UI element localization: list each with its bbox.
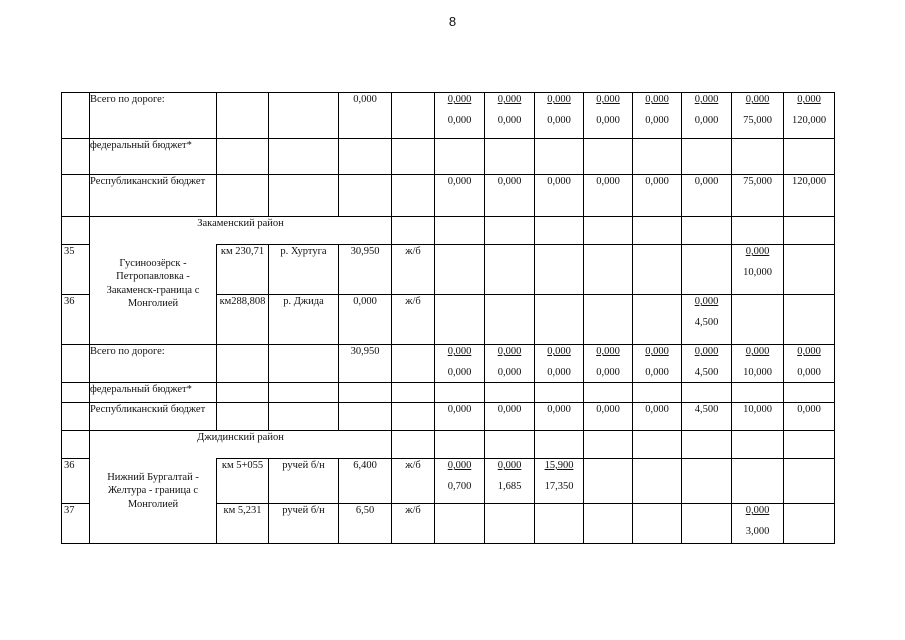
amount-cell: 0,000	[435, 175, 485, 217]
amount-cell: 0,000	[535, 403, 584, 431]
amount-cell	[584, 345, 633, 383]
table-cell	[633, 139, 682, 175]
amount-cell: 0,000	[485, 403, 535, 431]
cell-value: 0,700	[447, 480, 472, 492]
amount-cell	[682, 504, 732, 544]
table-cell	[62, 403, 90, 431]
amount-cell	[682, 245, 732, 295]
amount-cell	[435, 245, 485, 295]
length-cell: 0,000	[339, 93, 392, 139]
amount-cell: 0,000	[784, 403, 835, 431]
table-cell	[784, 383, 835, 403]
cell-value: 0,000	[596, 366, 620, 378]
amount-cell	[732, 93, 784, 139]
row-number: 36	[62, 295, 90, 345]
cell-value: 0,000	[694, 94, 719, 105]
amount-cell: 120,000	[784, 175, 835, 217]
table-cell	[62, 93, 90, 139]
table-cell	[682, 217, 732, 245]
table-cell	[435, 383, 485, 403]
table-cell	[435, 139, 485, 175]
table-cell	[535, 431, 584, 459]
cell-value: 0,000	[694, 296, 719, 307]
length-cell: 6,400	[339, 459, 392, 504]
table-cell	[485, 217, 535, 245]
cell-value: 10,000	[743, 366, 772, 378]
table-cell	[269, 383, 339, 403]
river-cell: р. Джида	[269, 295, 339, 345]
amount-cell	[682, 459, 732, 504]
table-cell	[62, 217, 90, 245]
amount-cell: 0,000	[584, 403, 633, 431]
amount-cell: 0,000	[435, 403, 485, 431]
amount-cell	[584, 504, 633, 544]
table-cell	[392, 345, 435, 383]
type-cell: ж/б	[392, 245, 435, 295]
row-label: Всего по дороге:	[90, 345, 217, 383]
table-cell	[392, 431, 435, 459]
table-cell	[392, 217, 435, 245]
river-cell: ручей б/н	[269, 504, 339, 544]
table-cell	[633, 383, 682, 403]
cell-value: 0,000	[694, 114, 719, 126]
table-cell	[732, 431, 784, 459]
amount-cell	[435, 459, 485, 504]
amount-cell	[435, 295, 485, 345]
total-row	[62, 93, 835, 139]
length-cell: 6,50	[339, 504, 392, 544]
cell-value: 120,000	[791, 114, 827, 126]
cell-value: 10,000	[743, 266, 772, 278]
table-cell	[584, 383, 633, 403]
table-cell	[485, 431, 535, 459]
table-cell	[682, 431, 732, 459]
amount-cell	[584, 93, 633, 139]
cell-value: 0,000	[447, 346, 472, 357]
km-cell: км 5+055	[217, 459, 269, 504]
cell-value: 0,000	[596, 94, 620, 105]
page-number: 8	[448, 14, 457, 29]
table-cell	[633, 217, 682, 245]
table-cell	[269, 93, 339, 139]
table-cell	[62, 383, 90, 403]
amount-cell	[535, 245, 584, 295]
table-cell	[339, 175, 392, 217]
amount-cell	[633, 245, 682, 295]
type-cell: ж/б	[392, 295, 435, 345]
table-cell	[485, 383, 535, 403]
amount-cell	[485, 345, 535, 383]
amount-cell	[784, 245, 835, 295]
amount-cell	[784, 295, 835, 345]
amount-cell: 75,000	[732, 175, 784, 217]
road-name: Гусиноозёрск - Петропавловка - Закаменск-граница с Монголией	[90, 245, 217, 345]
row-number: 35	[62, 245, 90, 295]
cell-value: 0,000	[645, 114, 669, 126]
table-cell	[217, 139, 269, 175]
amount-cell	[732, 295, 784, 345]
amount-cell	[435, 345, 485, 383]
table-cell	[62, 431, 90, 459]
table-cell	[392, 403, 435, 431]
table-cell	[784, 431, 835, 459]
table-cell	[269, 345, 339, 383]
amount-cell	[485, 245, 535, 295]
table-cell	[339, 403, 392, 431]
cell-value: 75,000	[743, 114, 772, 126]
cell-value: 0,000	[447, 460, 472, 471]
amount-cell	[682, 93, 732, 139]
total-row	[62, 345, 835, 383]
table-cell	[217, 175, 269, 217]
table-cell	[633, 431, 682, 459]
cell-value: 0,000	[797, 366, 821, 378]
cell-value: 4,500	[694, 316, 719, 328]
table-cell	[535, 383, 584, 403]
amount-cell	[633, 504, 682, 544]
cell-value: 0,000	[645, 366, 669, 378]
table-cell	[339, 139, 392, 175]
table-cell	[784, 217, 835, 245]
amount-cell	[535, 295, 584, 345]
row-number: 37	[62, 504, 90, 544]
amount-cell	[732, 504, 784, 544]
table-cell	[217, 345, 269, 383]
table-cell	[682, 139, 732, 175]
amount-cell	[535, 459, 584, 504]
table-cell	[732, 383, 784, 403]
section-row	[62, 217, 835, 245]
table-cell	[339, 383, 392, 403]
cell-value: 0,000	[797, 346, 821, 357]
road-name: Нижний Бургалтай - Желтура - граница с Монголией	[90, 459, 217, 544]
cell-value: 0,000	[645, 94, 669, 105]
row-label: Республиканский бюджет	[90, 403, 217, 431]
amount-cell	[435, 504, 485, 544]
amount-cell	[633, 459, 682, 504]
amount-cell	[682, 295, 732, 345]
cell-value: 4,500	[694, 366, 719, 378]
row-label: Всего по дороге:	[90, 93, 217, 139]
cell-value: 0,000	[745, 246, 770, 257]
amount-cell	[485, 93, 535, 139]
table-cell	[435, 431, 485, 459]
budget-row	[62, 403, 835, 431]
table-cell	[784, 139, 835, 175]
km-cell: км 230,71	[217, 245, 269, 295]
cell-value: 0,000	[547, 346, 571, 357]
amount-cell: 0,000	[633, 403, 682, 431]
table-cell	[62, 175, 90, 217]
amount-cell	[584, 295, 633, 345]
amount-cell	[633, 295, 682, 345]
cell-value: 0,000	[447, 114, 472, 126]
table-cell	[217, 93, 269, 139]
table-cell	[584, 139, 633, 175]
amount-cell	[732, 245, 784, 295]
table-cell	[392, 175, 435, 217]
cell-value: 0,000	[596, 346, 620, 357]
row-number: 36	[62, 459, 90, 504]
length-cell: 30,950	[339, 245, 392, 295]
amount-cell: 0,000	[633, 175, 682, 217]
cell-value: 0,000	[497, 460, 522, 471]
amount-cell	[435, 93, 485, 139]
table-cell	[584, 217, 633, 245]
amount-cell: 0,000	[485, 175, 535, 217]
cell-value: 0,000	[547, 94, 571, 105]
cell-value: 0,000	[745, 94, 770, 105]
amount-cell	[535, 345, 584, 383]
amount-cell: 4,500	[682, 403, 732, 431]
table-cell	[269, 175, 339, 217]
amount-cell: 10,000	[732, 403, 784, 431]
km-cell: км288,808	[217, 295, 269, 345]
table-cell	[217, 383, 269, 403]
type-cell: ж/б	[392, 504, 435, 544]
table-cell	[535, 217, 584, 245]
table-cell	[62, 139, 90, 175]
amount-cell	[784, 345, 835, 383]
cell-value: 0,000	[645, 346, 669, 357]
amount-cell	[535, 93, 584, 139]
amount-cell	[732, 459, 784, 504]
object-row	[62, 459, 835, 504]
km-cell: км 5,231	[217, 504, 269, 544]
amount-cell	[784, 504, 835, 544]
table-cell	[682, 383, 732, 403]
table-cell	[392, 93, 435, 139]
cell-value: 0,000	[447, 94, 472, 105]
amount-cell	[485, 295, 535, 345]
section-row	[62, 431, 835, 459]
cell-value: 0,000	[447, 366, 472, 378]
table-cell	[732, 139, 784, 175]
cell-value: 0,000	[547, 114, 571, 126]
cell-value: 1,685	[497, 480, 522, 492]
cell-value: 0,000	[497, 114, 522, 126]
table-cell	[392, 139, 435, 175]
cell-value: 17,350	[544, 480, 574, 492]
table-cell	[435, 217, 485, 245]
amount-cell	[535, 504, 584, 544]
table-body	[62, 93, 835, 544]
amount-cell	[784, 459, 835, 504]
table-cell	[62, 345, 90, 383]
river-cell: р. Хуртуга	[269, 245, 339, 295]
length-cell: 0,000	[339, 295, 392, 345]
amount-cell	[784, 93, 835, 139]
cell-value: 0,000	[797, 94, 821, 105]
cell-value: 0,000	[596, 114, 620, 126]
table-cell	[217, 403, 269, 431]
cell-value: 0,000	[745, 505, 770, 516]
row-label: Республиканский бюджет	[90, 175, 217, 217]
budget-table	[61, 92, 835, 544]
cell-value: 0,000	[694, 346, 719, 357]
object-row	[62, 245, 835, 295]
amount-cell	[584, 245, 633, 295]
table-cell	[269, 403, 339, 431]
cell-value: 0,000	[497, 366, 522, 378]
cell-value: 0,000	[745, 346, 770, 357]
row-label: федеральный бюджет*	[90, 139, 217, 175]
amount-cell: 0,000	[682, 175, 732, 217]
cell-value: 0,000	[497, 94, 522, 105]
table-cell	[269, 139, 339, 175]
district-title: Джидинский район	[90, 431, 392, 459]
district-title: Закаменский район	[90, 217, 392, 245]
table-cell	[485, 139, 535, 175]
amount-cell: 0,000	[535, 175, 584, 217]
amount-cell	[485, 459, 535, 504]
amount-cell	[633, 345, 682, 383]
table-cell	[584, 431, 633, 459]
amount-cell	[682, 345, 732, 383]
cell-value: 0,000	[547, 366, 571, 378]
type-cell: ж/б	[392, 459, 435, 504]
amount-cell	[584, 459, 633, 504]
cell-value: 3,000	[745, 525, 770, 537]
budget-row	[62, 139, 835, 175]
length-cell: 30,950	[339, 345, 392, 383]
budget-row	[62, 175, 835, 217]
river-cell: ручей б/н	[269, 459, 339, 504]
cell-value: 0,000	[497, 346, 522, 357]
table-cell	[535, 139, 584, 175]
budget-row	[62, 383, 835, 403]
amount-cell: 0,000	[584, 175, 633, 217]
amount-cell	[732, 345, 784, 383]
table-cell	[732, 217, 784, 245]
amount-cell	[485, 504, 535, 544]
row-label: федеральный бюджет*	[90, 383, 217, 403]
amount-cell	[633, 93, 682, 139]
cell-value: 15,900	[544, 460, 574, 471]
table-cell	[392, 383, 435, 403]
